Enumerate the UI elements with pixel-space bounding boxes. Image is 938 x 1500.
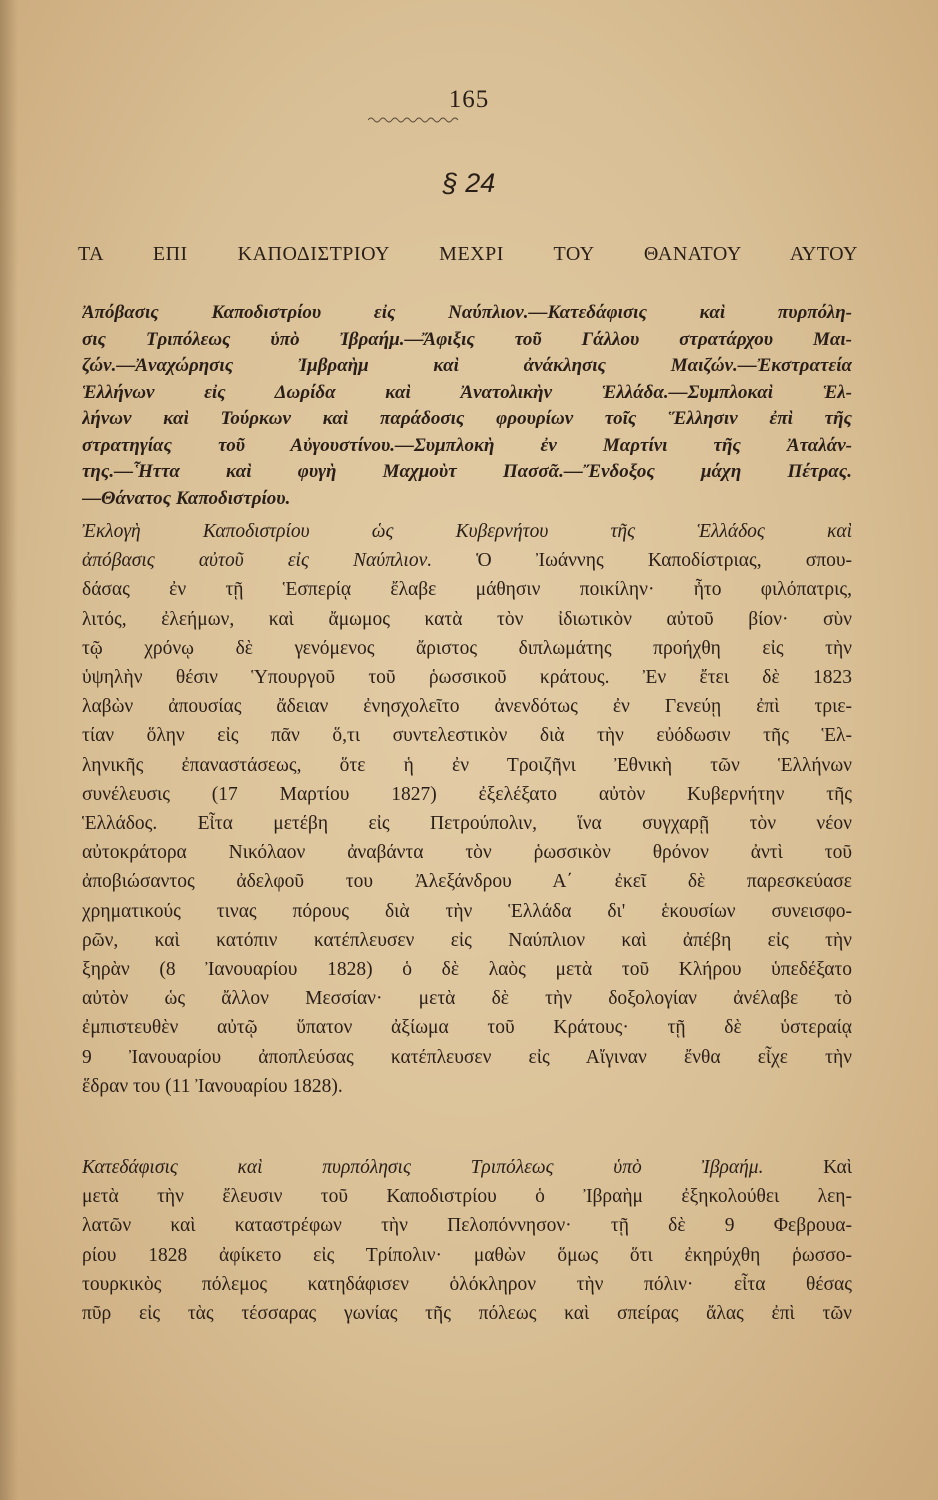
summary-line: της.—Ἧττα καὶ φυγὴ Μαχμοὺτ Πασσᾶ.—Ἔνδοξος μάχη Πέτρας.: [82, 461, 852, 482]
paragraph-tripoli: [82, 1153, 852, 1328]
summary-line: —Θάνατος Καποδιστρίου.: [82, 487, 291, 509]
page-edge-shadow: [0, 0, 18, 1500]
text-line: δάσας ἐν τῇ Ἑσπερίᾳ ἔλαβε μάθησιν ποικίλην· ἦτο φιλόπατρις,: [82, 579, 852, 601]
paragraph-election: [82, 517, 852, 1101]
text-line: πῦρ εἰς τὰς τέσσαρας γωνίας τῆς πόλεως καὶ σπείρας ἄλας ἐπὶ τῶν: [82, 1303, 852, 1325]
summary-line: σις Τριπόλεως ὑπὸ Ἰβραήμ.—Ἄφιξις τοῦ Γάλλου στρατάρχου Μαι-: [82, 328, 852, 350]
text-line: αὐτοκράτορα Νικόλαον ἀναβάντα τὸν ῥωσσικὸν θρόνον ἀντὶ τοῦ: [82, 842, 852, 864]
text-line: λατῶν καὶ καταστρέφων τὴν Πελοπόννησον· τῇ δὲ 9 Φεβρουα-: [82, 1215, 852, 1237]
paragraph-heading: Κατεδάφισις καὶ πυρπόλησις Τριπόλεως ὑπὸ Ἰβραήμ.: [82, 1157, 764, 1178]
text-line: ρῶν, καὶ κατόπιν κατέπλευσεν εἰς Ναύπλιον καὶ ἀπέβη εἰς τὴν: [82, 929, 852, 951]
text-line: συνέλευσις (17 Μαρτίου 1827) ἐξελέξατο αὐτὸν Κυβερνήτην τῆς: [82, 783, 852, 805]
paragraph-heading-line: [82, 546, 852, 575]
section-heading: § 24: [442, 168, 496, 198]
text-line: λαβὼν ἀπουσίας ἄδειαν ἐνησχολεῖτο ἀνενδότως ἐν Γενεύῃ ἐπὶ τριε-: [82, 696, 852, 718]
summary-line: λήνων καὶ Τούρκων καὶ παράδοσις φρουρίων τοῖς Ἕλλησιν ἐπὶ τῆς: [82, 408, 852, 429]
paragraph-text: Ὁ Ἰωάννης Καποδίστριας, σπου-: [432, 550, 852, 572]
text-line: τῷ χρόνῳ δὲ γενόμενος ἄριστος διπλωμάτης προήχθη εἰς τὴν: [82, 637, 852, 659]
text-line: ξηρὰν (8 Ἰανουαρίου 1828) ὁ δὲ λαὸς μετὰ τοῦ Κλήρου ὑπεδέξατο: [82, 959, 852, 981]
paragraph-heading-cont: ἀπόβασις αὐτοῦ εἰς Ναύπλιον.: [82, 550, 433, 572]
chapter-summary: [82, 300, 852, 512]
summary-line: στρατηγίας τοῦ Αὐγουστίνου.—Συμπλοκὴ ἐν Μαρτίνι τῆς Ἀταλάν-: [82, 434, 852, 456]
summary-line: Ἀπόβασις Καποδιστρίου εἰς Ναύπλιον.—Κατεδάφισις καὶ πυρπόλη-: [82, 302, 852, 323]
paragraph-text: Καὶ: [763, 1157, 852, 1178]
text-line: χρηματικούς τινας πόρους διὰ τὴν Ἑλλάδα δι' ἑκουσίων συνεισφο-: [82, 900, 852, 922]
paragraph-heading: Ἐκλογὴ Καποδιστρίου ὡς Κυβερνήτου τῆς Ἑλλάδος καὶ: [82, 521, 852, 542]
text-line: ἕδραν του (11 Ἰανουαρίου 1828).: [82, 1075, 343, 1097]
text-line: 9 Ἰανουαρίου ἀποπλεύσας κατέπλευσεν εἰς Αἴγιναν ἔνθα εἶχε τὴν: [82, 1046, 852, 1068]
summary-line: ζών.—Ἀναχώρησις Ἰμβραὴμ καὶ ἀνάκλησις Μαιζών.—Ἐκστρατεία: [82, 355, 852, 376]
chapter-title: ΤΑ ΕΠΙ ΚΑΠΟΔΙΣΤΡΙΟΥ ΜΕΧΡΙ ΤΟΥ ΘΑΝΑΤΟΥ ΑΥΤΟΥ: [78, 243, 858, 265]
text-line: ρίου 1828 ἀφίκετο εἰς Τρίπολιν· μαθὼν ὅμως ὅτι ἐκηρύχθη ῥωσσο-: [82, 1244, 852, 1266]
page-number: 165: [448, 86, 490, 113]
paragraph-heading-line: [82, 1153, 852, 1182]
text-line: Ἑλλάδος. Εἶτα μετέβη εἰς Πετρούπολιν, ἵνα συγχαρῇ τὸν νέον: [82, 813, 852, 835]
text-line: ἀποβιώσαντος ἀδελφοῦ του Ἀλεξάνδρου Α΄ ἐκεῖ δὲ παρεσκεύασε: [82, 871, 852, 893]
text-line: λιτός, ἐλεήμων, καὶ ἄμωμος κατὰ τὸν ἰδιωτικὸν αὐτοῦ βίον· σὺν: [82, 608, 852, 630]
text-line: τίαν ὅλην εἰς πᾶν ὅ,τι συντελεστικὸν διὰ τὴν εὐόδωσιν τῆς Ἑλ-: [82, 725, 852, 747]
text-line: ὑψηλὴν θέσιν Ὑπουργοῦ τοῦ ῥωσσικοῦ κράτους. Ἐν ἔτει δὲ 1823: [82, 667, 852, 689]
text-line: αὐτὸν ὡς ἄλλον Μεσσίαν· μετὰ δὲ τὴν δοξολογίαν ἀνέλαβε τὸ: [82, 988, 852, 1010]
text-line: ληνικῆς ἐπαναστάσεως, ὅτε ἡ ἐν Τροιζῆνι Ἐθνικὴ τῶν Ἑλλήνων: [82, 754, 852, 776]
decorative-squiggle: [368, 116, 460, 124]
summary-line: Ἑλλήνων εἰς Δωρίδα καὶ Ἀνατολικὴν Ἑλλάδα.—Συμπλοκαὶ Ἑλ-: [82, 381, 852, 403]
text-line: τουρκικὸς πόλεμος κατηδάφισεν ὁλόκληρον τὴν πόλιν· εἶτα θέσας: [82, 1273, 852, 1295]
text-line: μετὰ τὴν ἔλευσιν τοῦ Καποδιστρίου ὁ Ἰβραὴμ ἐξηκολούθει λεη-: [82, 1186, 852, 1208]
text-line: ἐμπιστευθὲν αὐτῷ ὕπατον ἀξίωμα τοῦ Κράτους· τῇ δὲ ὑστεραίᾳ: [82, 1017, 852, 1039]
